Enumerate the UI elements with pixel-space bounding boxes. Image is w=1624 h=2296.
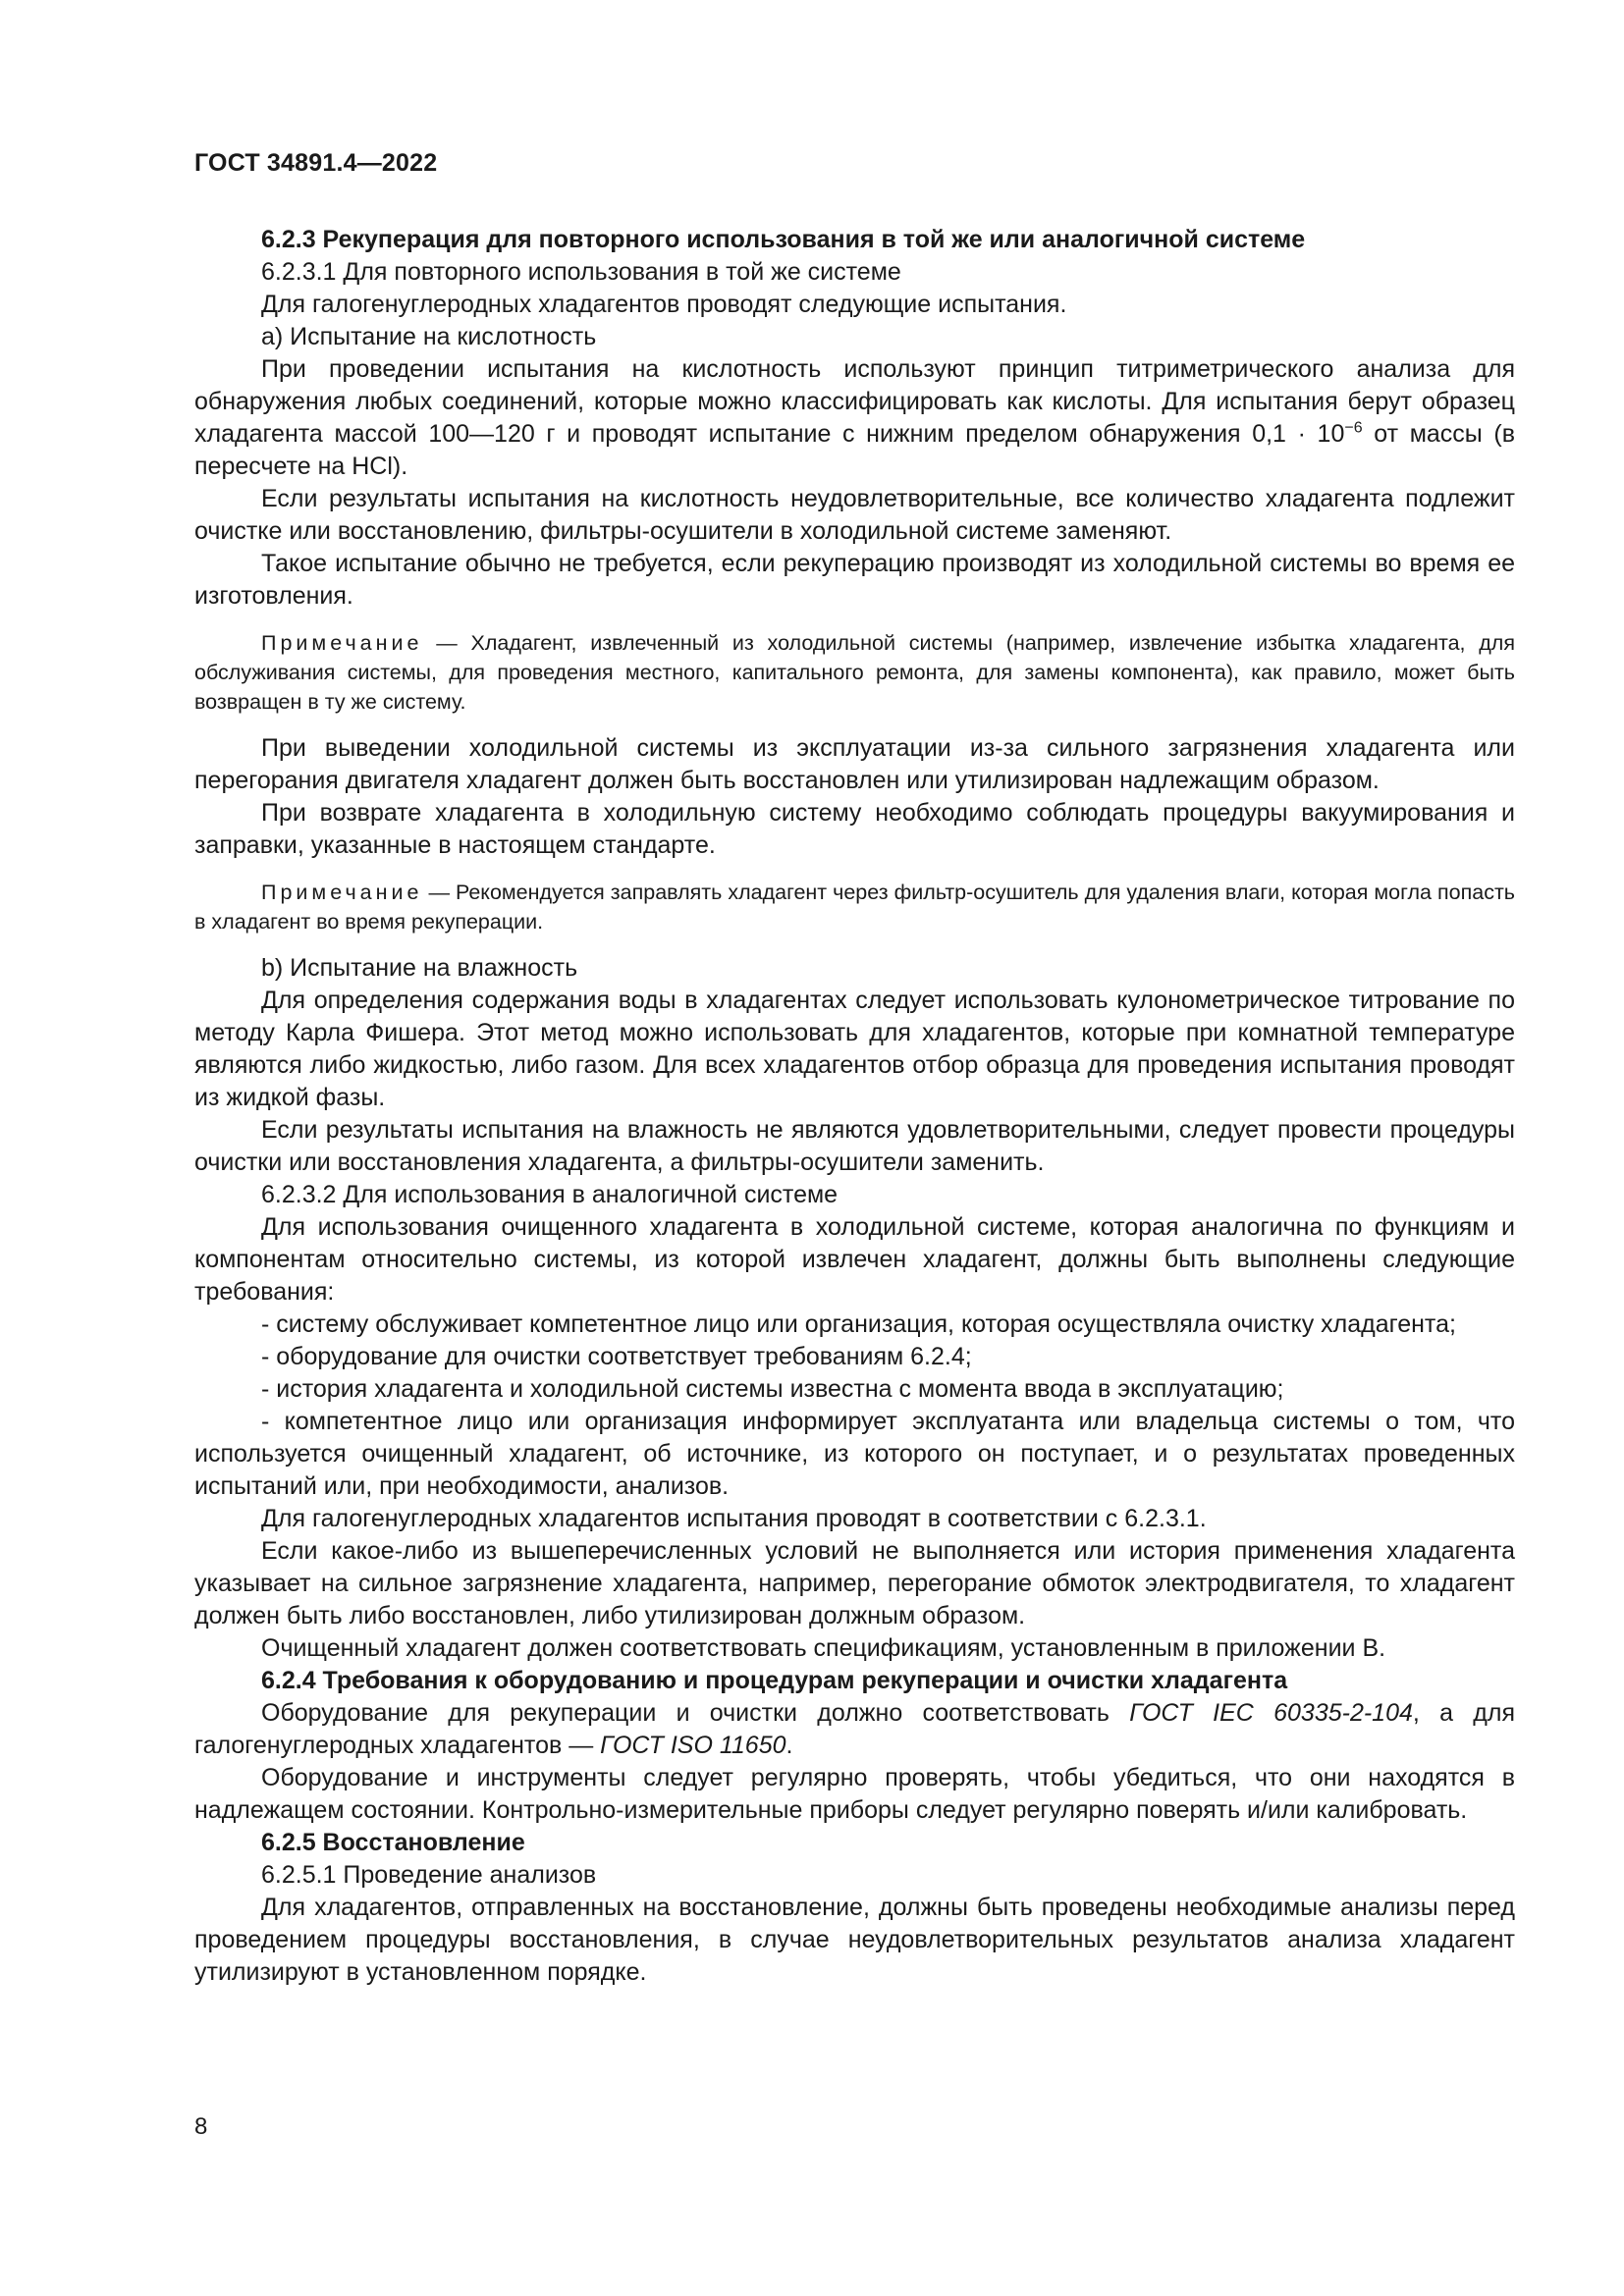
paragraph: При проведении испытания на кислотность используют принцип титриметрического анализа для обнаружения любых соединений, которые можно классифицировать как кислоты. Для испытания берут образец хладагента массой 100—120 г и проводят испытание с нижним пределом обнаружения $0,1 \cdot 10^{-6}$ от массы (в пересчете на HCl). — [194, 355, 1516, 480]
standard-reference: ГОСТ ISO 11650 — [600, 1732, 786, 1759]
document-header: ГОСТ 34891.4—2022 — [194, 149, 438, 177]
item-title-humidity: b) Испытание на влажность — [261, 954, 578, 982]
list-item: - компетентное лицо или организация информирует эксплуатанта или владельца системы о том, что используется очищенный хладагент, об источнике, из которого он поступает, и о результатах проведенных испытаний или, при необходимости, анализов. — [194, 1408, 1515, 1500]
note-2: Примечание — Рекомендуется заправлять хладагент через фильтр-осушитель для удаления влаги, которая могла попасть в хладагент во время рекуперации. — [194, 881, 1515, 934]
paragraph: Если результаты испытания на влажность не являются удовлетворительными, следует провести процедуры очистки или восстановления хладагента, а фильтры-осушители заменить. — [194, 1116, 1515, 1176]
page-number: 8 — [194, 2113, 208, 2140]
list-item: - оборудование для очистки соответствует требованиям 6.2.4; — [261, 1343, 972, 1370]
note-label: Примечание — [261, 881, 423, 904]
paragraph: Оборудование для рекуперации и очистки должно соответствовать ГОСТ IEC 60335-2-104, а для галогенуглеродных хладагентов — ГОСТ ISO 11650. — [194, 1699, 1515, 1759]
section-heading-6-2-5: 6.2.5 Восстановление — [261, 1829, 525, 1856]
list-item: - история хладагента и холодильной системы известна с момента ввода в эксплуатацию; — [261, 1375, 1284, 1403]
item-title-acidity: a) Испытание на кислотность — [261, 323, 597, 350]
paragraph: Оборудование и инструменты следует регулярно проверять, чтобы убедиться, что они находятся в надлежащем состоянии. Контрольно-измерительные приборы следует регулярно поверять и/или калибровать. — [194, 1764, 1515, 1824]
subsection-title-6-2-3-2: 6.2.3.2 Для использования в аналогичной системе — [261, 1181, 839, 1208]
standard-reference: ГОСТ IEC 60335-2-104 — [1129, 1699, 1413, 1727]
note-label: Примечание — [261, 631, 423, 655]
paragraph: Для определения содержания воды в хладагентах следует использовать кулонометрическое титрование по методу Карла Фишера. Этот метод можно использовать для хладагентов, которые при комнатной температуре являются либо жидкостью, либо газом. Для всех хладагентов отбор образца для проведения испытания проводят из жидкой фазы. — [194, 987, 1515, 1111]
note-1: Примечание — Хладагент, извлеченный из холодильной системы (например, извлечение избытка хладагента, для обслуживания системы, для проведения местного, капитального ремонта, для замены компонента), как правило, может быть возвращен в ту же систему. — [194, 631, 1515, 714]
paragraph: Для хладагентов, отправленных на восстановление, должны быть проведены необходимые анализы перед проведением процедуры восстановления, в случае неудовлетворительных результатов анализа хладагент утилизируют в установленном порядке. — [194, 1894, 1515, 1986]
paragraph: Для галогенуглеродных хладагентов испытания проводят в соответствии с 6.2.3.1. — [261, 1505, 1207, 1532]
document-body — [194, 224, 1515, 1989]
list-item: - систему обслуживает компетентное лицо или организация, которая осуществляла очистку хладагента; — [261, 1310, 1456, 1338]
paragraph: Для галогенуглеродных хладагентов проводят следующие испытания. — [261, 291, 1067, 318]
section-heading-6-2-4: 6.2.4 Требования к оборудованию и процедурам рекуперации и очистки хладагента — [261, 1667, 1288, 1694]
paragraph: Для использования очищенного хладагента в холодильной системе, которая аналогична по функциям и компонентам относительно системы, из которой извлечен хладагент, должны быть выполнены следующие требования: — [194, 1213, 1515, 1306]
paragraph: При возврате хладагента в холодильную систему необходимо соблюдать процедуры вакуумирования и заправки, указанные в настоящем стандарте. — [194, 799, 1515, 859]
subsection-title-6-2-5-1: 6.2.5.1 Проведение анализов — [261, 1861, 597, 1889]
paragraph: Если какое-либо из вышеперечисленных условий не выполняется или история применения хладагента указывает на сильное загрязнение хладагента, например, перегорание обмоток электродвигателя, то хладагент должен быть либо восстановлен, либо утилизирован должным образом. — [194, 1537, 1515, 1629]
paragraph: При выведении холодильной системы из эксплуатации из-за сильного загрязнения хладагента или перегорания двигателя хладагент должен быть восстановлен или утилизирован надлежащим образом. — [194, 734, 1515, 794]
paragraph: Такое испытание обычно не требуется, если рекуперацию производят из холодильной системы во время ее изготовления. — [194, 550, 1515, 610]
section-heading-6-2-3: 6.2.3 Рекуперация для повторного использования в той же или аналогичной системе — [261, 226, 1306, 253]
subsection-title-6-2-3-1: 6.2.3.1 Для повторного использования в той же системе — [261, 258, 901, 286]
paragraph: Если результаты испытания на кислотность неудовлетворительные, все количество хладагента подлежит очистке или восстановлению, фильтры-осушители в холодильной системе заменяют. — [194, 485, 1515, 545]
paragraph: Очищенный хладагент должен соответствовать спецификациям, установленным в приложении В. — [261, 1634, 1386, 1662]
